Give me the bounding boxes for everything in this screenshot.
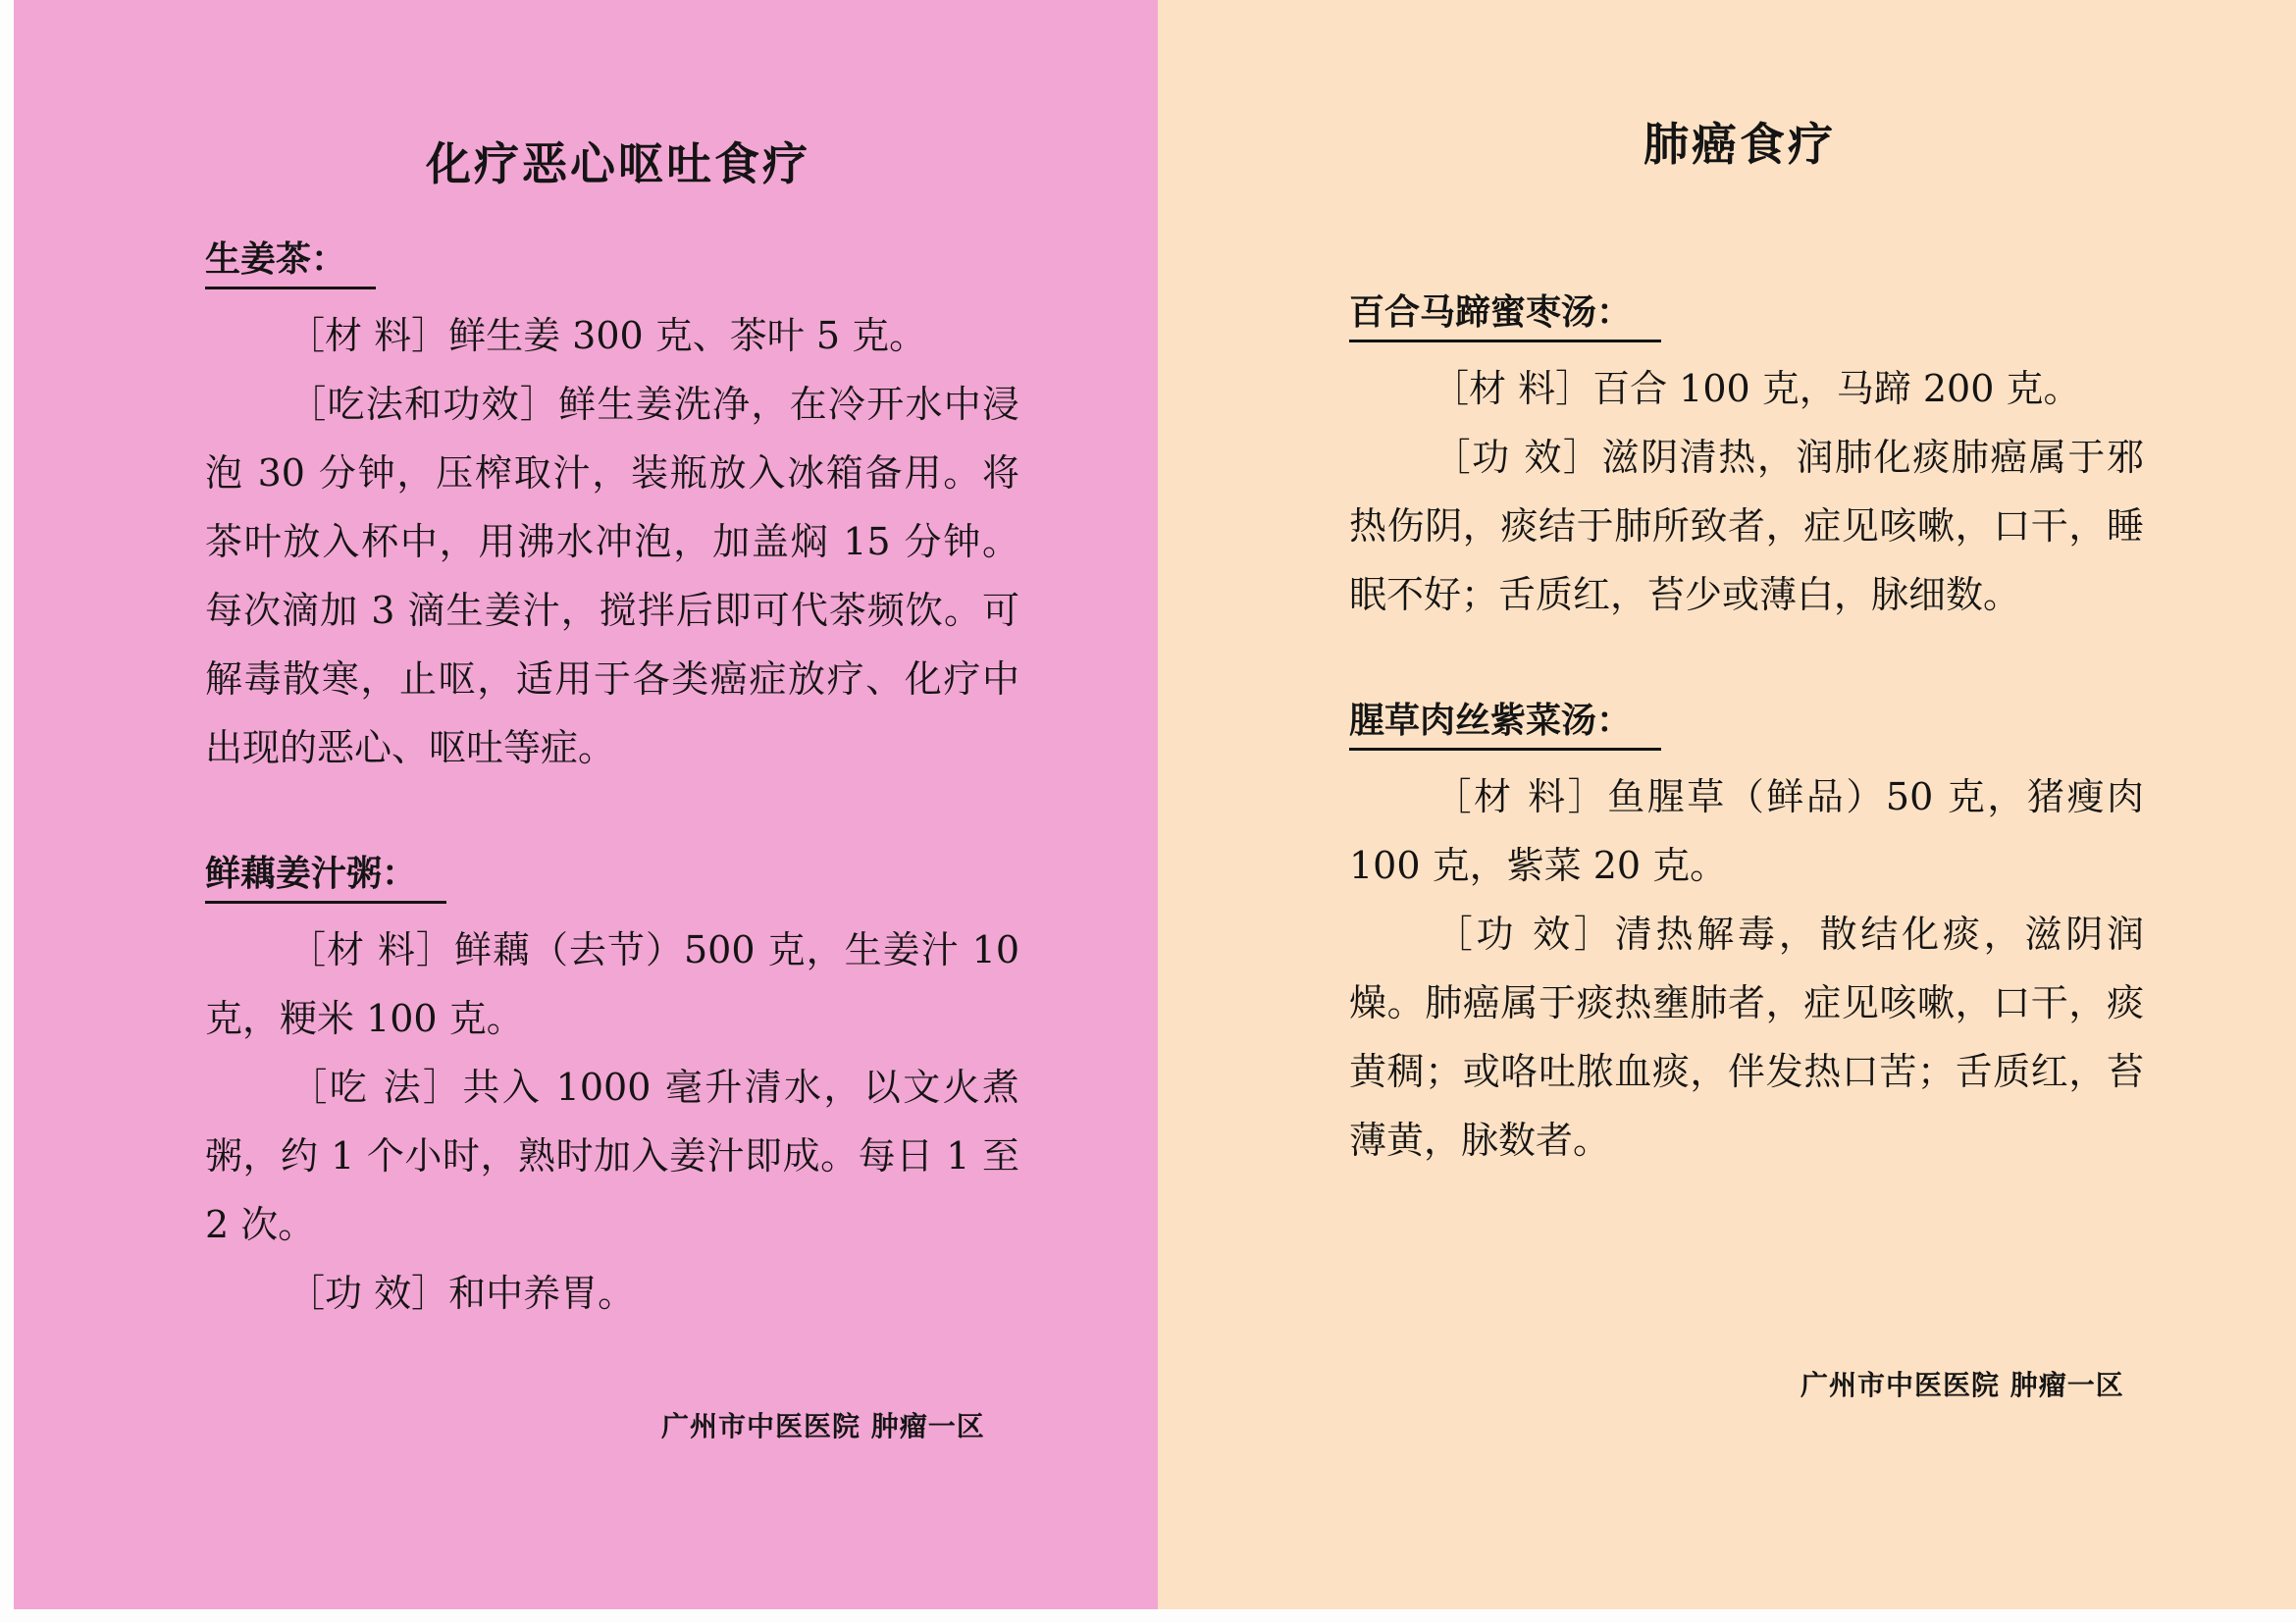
congee-materials [205,916,1019,1053]
ginger-tea-materials [205,301,1019,370]
left-title: 化疗恶心呕吐食疗 [426,137,810,190]
left-sheet [14,0,1158,1609]
lily-soup-materials-text: ［材 料］百合 100 克，马蹄 200 克。 [1432,366,2081,410]
left-footer: 广州市中医医院 肿瘤一区 [661,1410,985,1442]
section-heading-lotus-ginger-congee: 鲜藕姜汁粥： [205,851,446,904]
lily-soup-materials [1349,354,2144,423]
ginger-tea-usage-text: ［吃法和功效］鲜生姜洗净，在冷开水中浸泡 30 分钟，压榨取汁，装瓶放入冰箱备用。将茶叶放入杯中，用沸水冲泡，加盖焖 15 分钟。每次滴加 3 滴生姜汁，搅拌后即可代茶频饮。可解毒散寒，止呕，适用于各类癌症放疗、化疗中出现的恶心、呕吐等症。 [205,382,1019,769]
right-footer: 广州市中医医院 肿瘤一区 [1800,1369,2124,1401]
section-heading-ginger-tea: 生姜茶： [205,236,376,289]
section-heading-houttuynia-soup: 腥草肉丝紫菜汤： [1349,698,1661,751]
houttuynia-soup-effect [1349,900,2144,1175]
right-title: 肺癌食疗 [1644,118,1836,171]
lily-soup-effect [1349,423,2144,629]
ginger-tea-usage [205,370,1019,782]
congee-effect-text: ［功 效］和中养胃。 [287,1271,636,1315]
houttuynia-soup-materials [1349,762,2144,900]
congee-materials-text: ［材 料］鲜藕（去节）500 克，生姜汁 10 克，粳米 100 克。 [205,927,1019,1040]
section-heading-lily-soup: 百合马蹄蜜枣汤： [1349,289,1661,342]
right-sheet [1158,0,2296,1609]
congee-method-text: ［吃 法］共入 1000 毫升清水，以文火煮粥，约 1 个小时，熟时加入姜汁即成。每日 1 至 2 次。 [205,1065,1019,1246]
houttuynia-soup-effect-text: ［功 效］清热解毒，散结化痰，滋阴润燥。肺癌属于痰热壅肺者，症见咳嗽，口干，痰黄稠；或咯吐脓血痰，伴发热口苦；舌质红，苔薄黄，脉数者。 [1349,912,2144,1162]
congee-effect [205,1259,1019,1328]
lily-soup-effect-text: ［功 效］滋阴清热，润肺化痰肺癌属于邪热伤阴，痰结于肺所致者，症见咳嗽，口干，睡眠不好；舌质红，苔少或薄白，脉细数。 [1349,435,2144,616]
ginger-tea-materials-text: ［材 料］鲜生姜 300 克、茶叶 5 克。 [287,313,927,357]
congee-method [205,1053,1019,1259]
houttuynia-soup-materials-text: ［材 料］鱼腥草（鲜品）50 克，猪瘦肉 100 克，紫菜 20 克。 [1349,774,2144,887]
